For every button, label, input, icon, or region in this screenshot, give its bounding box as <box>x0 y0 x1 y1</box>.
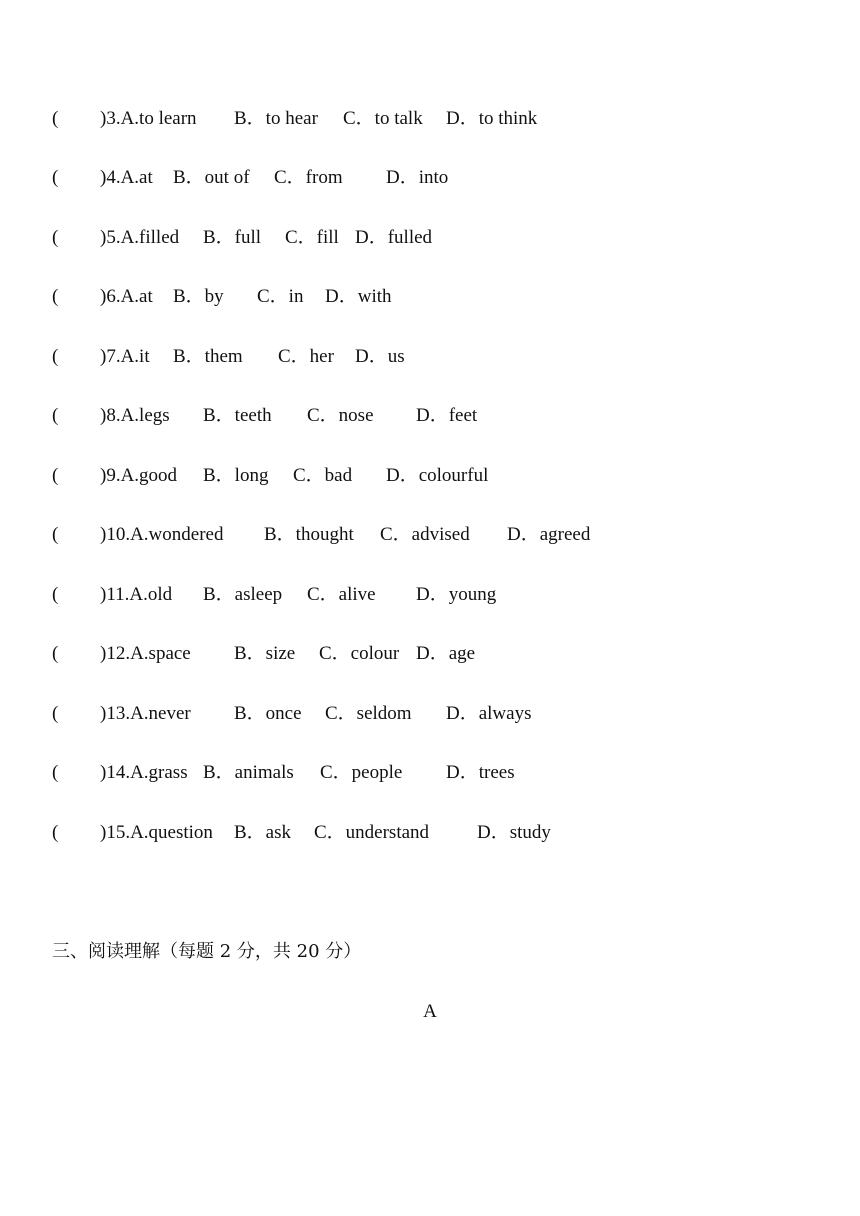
option-d: D．feet <box>416 405 478 426</box>
option-d: D．us <box>355 346 405 367</box>
answer-paren: ( <box>52 822 59 843</box>
question-stem: )14.A.grass <box>100 762 188 783</box>
option-c: C．from <box>274 167 343 188</box>
question-stem: )4.A.at <box>100 167 153 188</box>
question-stem: )7.A.it <box>100 346 150 367</box>
option-b: B．ask <box>234 822 292 843</box>
option-b: B．asleep <box>203 584 283 605</box>
option-c: C．bad <box>293 465 353 486</box>
option-c: C．seldom <box>325 703 412 724</box>
option-d: D．study <box>477 822 551 843</box>
answer-paren: ( <box>52 227 59 248</box>
option-d: D．colourful <box>386 465 489 486</box>
option-d: D．with <box>325 286 392 307</box>
option-d: D．trees <box>446 762 515 783</box>
question-stem: )5.A.filled <box>100 227 180 248</box>
option-c: C．alive <box>307 584 376 605</box>
option-b: B．them <box>173 346 243 367</box>
option-c: C．advised <box>380 524 470 545</box>
option-d: D．agreed <box>507 524 591 545</box>
option-d: D．age <box>416 643 476 664</box>
question-stem: )12.A.space <box>100 643 191 664</box>
option-b: B．by <box>173 286 224 307</box>
question-stem: )3.A.to learn <box>100 108 197 129</box>
question-row-13 <box>52 702 532 726</box>
question-stem: )8.A.legs <box>100 405 170 426</box>
question-stem: )15.A.question <box>100 822 213 843</box>
answer-paren: ( <box>52 524 59 545</box>
question-stem: )10.A.wondered <box>100 524 224 545</box>
option-c: C．colour <box>319 643 400 664</box>
option-b: B．teeth <box>203 405 272 426</box>
question-row-4 <box>52 166 449 190</box>
question-row-10 <box>52 523 591 547</box>
question-row-5 <box>52 226 433 250</box>
passage-label: A <box>423 1001 437 1022</box>
answer-paren: ( <box>52 346 59 367</box>
answer-paren: ( <box>52 167 59 188</box>
option-b: B．animals <box>203 762 294 783</box>
question-row-7 <box>52 345 405 369</box>
option-c: C．nose <box>307 405 374 426</box>
option-b: B．full <box>203 227 262 248</box>
answer-paren: ( <box>52 584 59 605</box>
answer-paren: ( <box>52 643 59 664</box>
question-stem: )11.A.old <box>100 584 173 605</box>
option-d: D．into <box>386 167 449 188</box>
question-row-14 <box>52 761 515 785</box>
question-row-12 <box>52 642 476 666</box>
option-b: B．to hear <box>234 108 318 129</box>
answer-paren: ( <box>52 762 59 783</box>
question-stem: )6.A.at <box>100 286 153 307</box>
option-d: D．to think <box>446 108 538 129</box>
option-c: C．to talk <box>343 108 423 129</box>
option-b: B．thought <box>264 524 354 545</box>
option-b: B．long <box>203 465 269 486</box>
option-c: C．understand <box>314 822 430 843</box>
option-d: D．always <box>446 703 532 724</box>
question-stem: )9.A.good <box>100 465 178 486</box>
question-row-9 <box>52 464 489 488</box>
answer-paren: ( <box>52 405 59 426</box>
option-c: C．in <box>257 286 304 307</box>
option-c: C．her <box>278 346 334 367</box>
question-row-11 <box>52 583 497 607</box>
question-row-8 <box>52 404 478 428</box>
question-row-3 <box>52 107 538 131</box>
option-d: D．young <box>416 584 497 605</box>
question-stem: )13.A.never <box>100 703 191 724</box>
section-title: 三、阅读理解（每题 2 分，共 20 分） <box>52 941 362 962</box>
option-c: C．fill <box>285 227 339 248</box>
option-d: D．fulled <box>355 227 433 248</box>
question-row-6 <box>52 285 392 309</box>
option-b: B．out of <box>173 167 250 188</box>
answer-paren: ( <box>52 703 59 724</box>
answer-paren: ( <box>52 286 59 307</box>
answer-paren: ( <box>52 108 59 129</box>
answer-paren: ( <box>52 465 59 486</box>
question-row-15 <box>52 821 551 845</box>
option-c: C．people <box>320 762 403 783</box>
option-b: B．once <box>234 703 302 724</box>
option-b: B．size <box>234 643 296 664</box>
